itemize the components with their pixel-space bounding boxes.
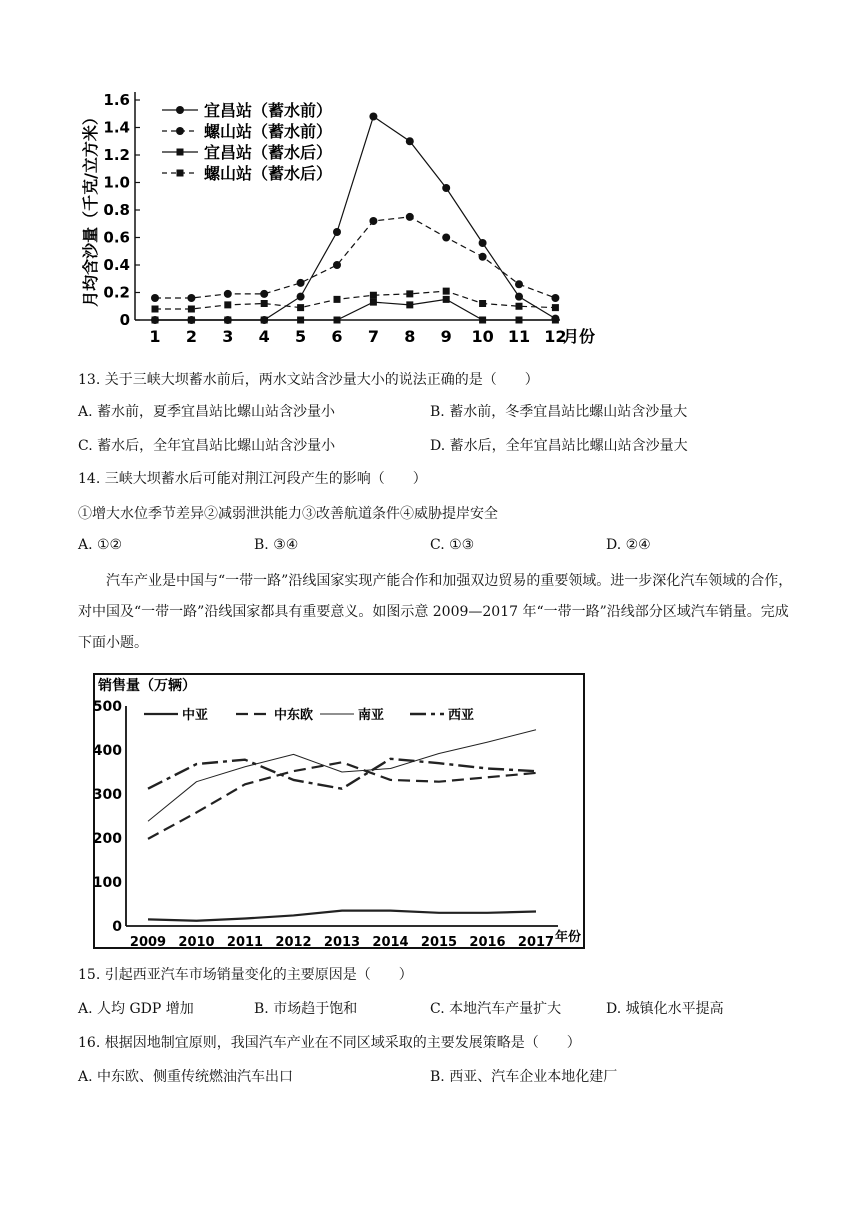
- sediment-point: [224, 301, 231, 308]
- sediment-legend-label: 螺山站（蓄水前）: [204, 122, 333, 141]
- sediment-point: [369, 217, 377, 225]
- sediment-point: [406, 290, 413, 297]
- q15-option-a[interactable]: A. 人均 GDP 增加: [78, 1001, 194, 1017]
- sales-x-unit: 年份: [555, 930, 582, 945]
- sediment-point: [261, 300, 268, 307]
- q16-option-b[interactable]: B. 西亚、汽车企业本地化建厂: [430, 1069, 618, 1085]
- sediment-y-tick-label: 0.4: [103, 256, 130, 274]
- q13-option-b[interactable]: B. 蓄水前，冬季宜昌站比螺山站含沙量大: [430, 404, 688, 420]
- sediment-x-tick-label: 10: [471, 327, 494, 346]
- sediment-point: [479, 253, 487, 261]
- sediment-x-tick-label: 6: [331, 327, 343, 346]
- sediment-point: [369, 113, 377, 121]
- sediment-x-tick-label: 1: [149, 327, 161, 346]
- sediment-legend-marker: [177, 170, 184, 177]
- sediment-point: [515, 293, 523, 301]
- sales-y-tick-label: 400: [92, 743, 122, 759]
- sediment-x-tick-label: 3: [222, 327, 234, 346]
- sediment-point: [515, 280, 523, 288]
- sales-y-tick-label: 100: [92, 875, 122, 891]
- sediment-point: [152, 306, 159, 313]
- sediment-legend-marker: [177, 149, 184, 156]
- sediment-point: [516, 303, 523, 310]
- q13-option-d[interactable]: D. 蓄水后，全年宜昌站比螺山站含沙量大: [430, 438, 688, 454]
- sediment-y-tick-label: 1.6: [103, 91, 130, 109]
- sediment-series-line-3: [155, 291, 555, 309]
- sediment-point: [297, 293, 305, 301]
- sediment-point: [406, 301, 413, 308]
- sediment-point: [443, 296, 450, 303]
- sediment-series-line-1: [155, 217, 555, 298]
- sediment-x-tick-label: 9: [440, 327, 452, 346]
- sediment-legend-marker: [176, 106, 184, 114]
- sediment-point: [551, 294, 559, 302]
- sediment-legend-label: 螺山站（蓄水后）: [204, 164, 333, 183]
- q14-option-c[interactable]: C. ①③: [430, 537, 475, 553]
- sediment-point: [442, 234, 450, 242]
- sales-y-tick-label: 500: [92, 699, 122, 715]
- passage: 汽车产业是中国与“一带一路”沿线国家实现产能合作和加强双边贸易的重要领域。进一步深化汽车领域的合作，对中国及“一带一路”沿线国家都具有重要意义。如图示意 2009—2017 年“一带一路”沿线部分区域汽车销量。完成下面小题。: [78, 573, 793, 651]
- sales-legend-label: 中亚: [182, 708, 209, 723]
- sales-x-tick-label: 2014: [372, 935, 409, 950]
- sediment-point: [333, 228, 341, 236]
- sediment-y-tick-label: 1.0: [103, 173, 130, 192]
- q15-option-d[interactable]: D. 城镇化水平提高: [606, 1001, 724, 1017]
- sales-x-tick-label: 2015: [420, 935, 458, 950]
- sediment-y-tick-label: 0.2: [103, 283, 130, 302]
- q14-option-a[interactable]: A. ①②: [78, 537, 123, 553]
- sediment-point: [188, 306, 195, 313]
- sediment-y-tick-label: 1.2: [103, 146, 130, 164]
- sediment-point: [479, 300, 486, 307]
- sales-x-tick-label: 2017: [517, 935, 555, 950]
- sediment-point: [260, 290, 268, 298]
- sales-x-tick-label: 2010: [178, 935, 215, 950]
- sediment-point: [370, 299, 377, 306]
- sales-x-tick-label: 2013: [323, 935, 361, 950]
- sediment-point: [334, 296, 341, 303]
- q16-stem: 16. 根据因地制宜原则，我国汽车产业在不同区域采取的主要发展策略是（ ）: [78, 1035, 581, 1051]
- sales-y-label: 销售量（万辆）: [98, 678, 196, 694]
- sediment-y-tick-label: 0.6: [103, 228, 130, 247]
- sales-x-ticks: [130, 935, 554, 950]
- q15-stem: 15. 引起西亚汽车市场销量变化的主要原因是（ ）: [78, 967, 413, 983]
- sales-y-tick-label: 200: [92, 831, 122, 847]
- sediment-x-tick-label: 5: [295, 327, 307, 346]
- q16-option-a[interactable]: A. 中东欧、侧重传统燃油汽车出口: [78, 1069, 294, 1085]
- sediment-x-tick-label: 11: [507, 327, 531, 346]
- sediment-y-tick-label: 0.8: [103, 201, 130, 219]
- sediment-legend: [162, 101, 332, 183]
- sediment-x-tick-label: 12: [544, 327, 567, 346]
- sediment-point: [151, 294, 159, 302]
- sales-x-tick-label: 2016: [469, 935, 506, 950]
- q14-option-d[interactable]: D. ②④: [606, 537, 651, 553]
- sediment-y-tick-label: 0: [119, 311, 130, 329]
- sediment-legend-marker: [176, 127, 184, 135]
- q15-option-b[interactable]: B. 市场趋于饱和: [254, 1001, 358, 1017]
- sediment-x-tick-label: 7: [367, 327, 379, 346]
- sediment-legend-label: 宜昌站（蓄水后）: [204, 143, 333, 162]
- sediment-x-tick-label: 8: [404, 327, 416, 346]
- sediment-point: [406, 137, 414, 145]
- sediment-x-tick-label: 2: [185, 327, 197, 346]
- sediment-y-tick-label: 1.4: [103, 118, 130, 137]
- sediment-point: [442, 184, 450, 192]
- q13-stem: 13. 关于三峡大坝蓄水前后，两水文站含沙量大小的说法正确的是（ ）: [78, 372, 539, 388]
- sediment-point: [552, 304, 559, 311]
- sales-legend-label: 西亚: [448, 708, 475, 723]
- sales-legend-label: 中东欧: [274, 708, 314, 723]
- sediment-legend-label: 宜昌站（蓄水前）: [204, 101, 333, 120]
- sediment-point: [406, 213, 414, 221]
- sales-y-tick-label: 0: [112, 919, 122, 935]
- sales-x-tick-label: 2012: [275, 935, 312, 950]
- sediment-x-tick-label: 4: [258, 327, 270, 346]
- sediment-point: [370, 292, 377, 299]
- sediment-point: [333, 261, 341, 269]
- q15-option-c[interactable]: C. 本地汽车产量扩大: [430, 1001, 562, 1017]
- sediment-series-line-2: [155, 299, 555, 320]
- sediment-point: [479, 239, 487, 247]
- sediment-x-unit: 月份: [563, 327, 596, 346]
- q14-items: ①增大水位季节差异②减弱泄洪能力③改善航道条件④威胁提岸安全: [78, 506, 498, 522]
- sediment-point: [297, 279, 305, 287]
- sediment-point: [297, 304, 304, 311]
- sales-y-tick-label: 300: [92, 787, 122, 803]
- sediment-x-ticks: [149, 327, 566, 346]
- sales-chart: [88, 670, 593, 952]
- sediment-chart: [70, 80, 610, 355]
- q13-option-a[interactable]: A. 蓄水前，夏季宜昌站比螺山站含沙量小: [78, 404, 336, 420]
- q13-option-c[interactable]: C. 蓄水后，全年宜昌站比螺山站含沙量小: [78, 438, 336, 454]
- sediment-point: [224, 290, 232, 298]
- sales-x-tick-label: 2011: [226, 935, 264, 950]
- sediment-point: [443, 288, 450, 295]
- sales-x-tick-label: 2009: [129, 935, 167, 950]
- sediment-y-label: 月均含沙量（千克/立方米）: [81, 109, 100, 307]
- sales-legend-label: 南亚: [358, 708, 385, 723]
- q14-option-b[interactable]: B. ③④: [254, 537, 299, 553]
- sediment-point: [187, 294, 195, 302]
- q14-stem: 14. 三峡大坝蓄水后可能对荆江河段产生的影响（ ）: [78, 471, 427, 487]
